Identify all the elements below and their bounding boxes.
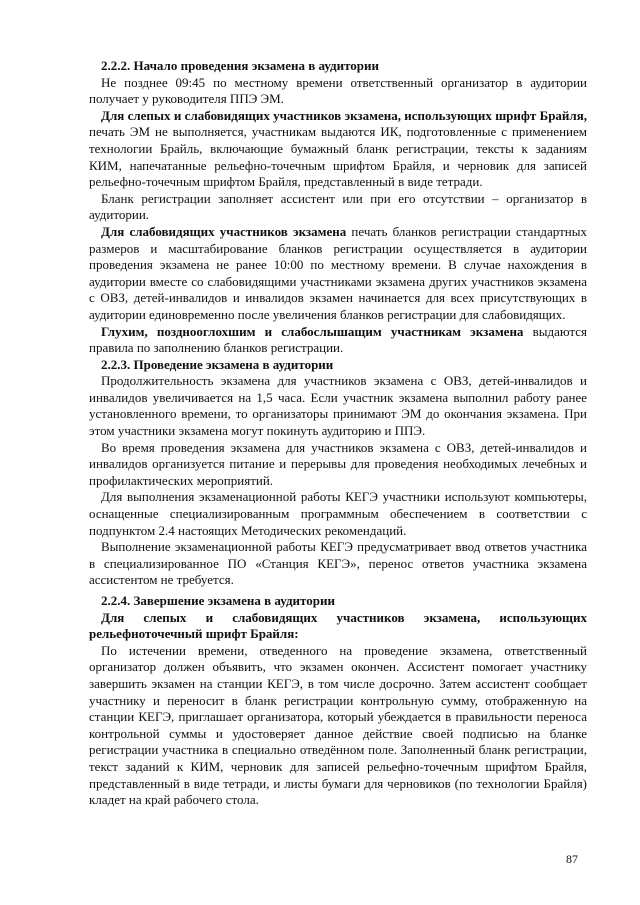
paragraph-223-1: Продолжительность экзамена для участников экзамена с ОВЗ, детей-инвалидов и инвалидов увеличивается на 1,5 часа. Если участник экзамена выполнил работу ранее установленного времени, то организаторы принимают ЭМ до окончания экзамена. При этом участники экзамена могут покинуть аудиторию и ППЭ. (89, 373, 587, 439)
paragraph-222-4-bold: Для слабовидящих участников экзамена (101, 223, 347, 239)
section-heading-224: 2.2.4. Завершение экзамена в аудитории (101, 593, 335, 608)
paragraph-222-4-text: печать бланков регистрации стандартных размеров и масштабирование бланков регистрации осуществляется в аудитории проведения экзамена не ранее 10:00 по местному времени. В случае нахождения в аудитории вместе со слабовидящими участниками экзамена других участников экзамена с ОВЗ, детей-инвалидов и инвалидов экзамен начинается для всех присутствующих в аудитории единовременно после увеличения бланков регистрации для слабовидящих. (89, 223, 587, 322)
paragraph-222-4 (89, 224, 587, 324)
document-page (89, 58, 587, 809)
paragraph-222-5-text: выдаются правила по заполнению бланков регистрации. (89, 323, 587, 356)
paragraph-223-3: Для выполнения экзаменационной работы КЕГЭ участники используют компьютеры, оснащенные специализированным программным обеспечением в соответствии с подпунктом 2.4 настоящих Методических рекомендаций. (89, 489, 587, 538)
section-subheading-224: Для слепых и слабовидящих участников экзамена, использующих рельефноточечный шрифт Брайля: (89, 609, 587, 642)
section-heading-223: 2.2.3. Проведение экзамена в аудитории (101, 356, 334, 372)
paragraph-222-5 (89, 324, 587, 357)
paragraph-223-2: Во время проведения экзамена для участников экзамена с ОВЗ, детей-инвалидов и инвалидов организуется питание и перерывы для проведения необходимых лечебных и профилактических мероприятий. (89, 439, 587, 488)
paragraph-222-2 (89, 108, 587, 191)
paragraph-222-1: Не позднее 09:45 по местному времени ответственный организатор в аудитории получает у руководителя ППЭ ЭМ. (89, 74, 587, 107)
page-number: 87 (566, 852, 578, 866)
paragraph-222-3: Бланк регистрации заполняет ассистент или при его отсутствии – организатор в аудитории. (89, 190, 587, 223)
paragraph-224-1: По истечении времени, отведенного на проведение экзамена, ответственный организатор должен объявить, что экзамен окончен. Ассистент помогает участнику завершить экзамен на станции КЕГЭ, в том числе досрочно. Затем ассистент сообщает участнику и переносит в бланк регистрации контрольную сумму, отображенную на станции КЕГЭ, приглашает организатора, который убеждается в правильности переноса контрольной суммы и удостоверяет данное действие своей подписью на бланке регистрации участника в специально отведённом поле. Заполненный бланк регистрации, текст заданий к КИМ, черновик для записей рельефно-точечным шрифтом Брайля, представленный в виде тетради, и листы бумаги для черновиков (по технологии Брайля) кладет на край рабочего стола. (89, 642, 587, 808)
paragraph-223-4: Выполнение экзаменационной работы КЕГЭ предусматривает ввод ответов участника в специализированное ПО «Станция КЕГЭ», перенос ответов участника экзамена ассистентом не требуется. (89, 539, 587, 588)
paragraph-222-2-text: печать ЭМ не выполняется, участникам выдаются ИК, подготовленные с применением технологии Брайль, включающие бумажный бланк регистрации, тексты к заданиям КИМ, напечатанные рельефно-точечным шрифтом Брайля, и черновик для записей рельефно-точечным шрифтом Брайля, представленный в виде тетради. (89, 124, 587, 190)
paragraph-222-5-bold: Глухим, позднооглохшим и слабослышащим участникам экзамена (101, 323, 524, 339)
section-heading-222: 2.2.2. Начало проведения экзамена в аудитории (101, 58, 380, 73)
paragraph-222-2-bold: Для слепых и слабовидящих участников экзамена, использующих шрифт Брайля, (101, 107, 587, 123)
